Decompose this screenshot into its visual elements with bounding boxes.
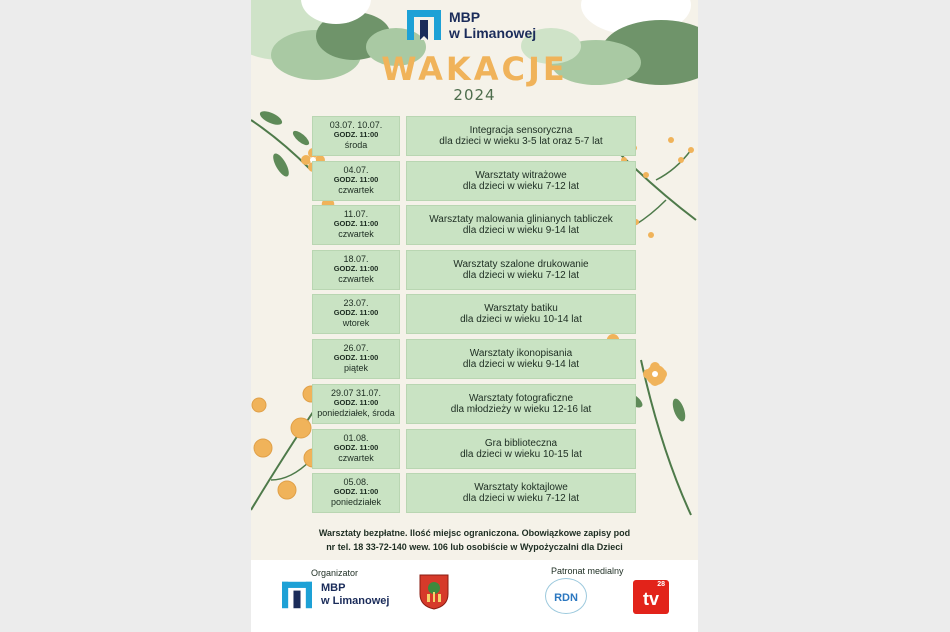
event-date: 18.07.	[343, 254, 369, 264]
event-date-box	[312, 429, 400, 469]
organizer-logo	[281, 580, 389, 610]
library-logo-icon	[281, 580, 313, 610]
event-audience: dla dzieci w wieku 3-5 lat oraz 5-7 lat	[439, 136, 603, 147]
event-day: czwartek	[338, 229, 374, 239]
event-day: poniedziałek	[330, 497, 382, 507]
event-desc-box	[406, 339, 636, 379]
event-title: Warsztaty batiku	[484, 303, 558, 314]
event-day: środa	[344, 140, 368, 150]
rdn-logo	[545, 578, 587, 614]
event-row	[251, 339, 698, 379]
event-title: Warsztaty szalone drukowanie	[453, 259, 589, 270]
tv28-number: 28	[657, 581, 665, 588]
event-desc-box	[406, 250, 636, 290]
event-date-box	[312, 294, 400, 334]
event-time: GODZ. 11:00	[333, 398, 379, 407]
event-date: 29.07 31.07.	[330, 388, 382, 398]
library-logo-icon	[407, 8, 441, 42]
event-date-box	[312, 384, 400, 424]
page-title: WAKACJE	[381, 50, 568, 88]
footer-note-line-1: Warsztaty bezpłatne. Ilość miejsc ograniczona. Obowiązkowe zapisy pod	[318, 528, 631, 538]
event-date: 26.07.	[343, 343, 369, 353]
event-title: Warsztaty koktajlowe	[474, 482, 568, 493]
rdn-logo-text: RDN	[554, 592, 578, 604]
event-time: GODZ. 11:00	[333, 353, 379, 362]
event-row	[251, 205, 698, 245]
event-title: Warsztaty witrażowe	[475, 170, 567, 181]
event-date: 11.07.	[343, 209, 369, 219]
patron-label: Patronat medialny	[551, 566, 624, 576]
event-audience: dla dzieci w wieku 7-12 lat	[462, 270, 580, 281]
tv28-logo	[633, 580, 669, 614]
event-title: Warsztaty fotograficzne	[468, 393, 574, 404]
event-row	[251, 161, 698, 201]
event-date: 04.07.	[343, 165, 369, 175]
poster	[251, 0, 698, 632]
event-day: czwartek	[338, 274, 374, 284]
organizer-line-2: w Limanowej	[321, 595, 390, 607]
event-row	[251, 384, 698, 424]
footer-note	[291, 526, 658, 554]
event-desc-box	[406, 161, 636, 201]
event-desc-box	[406, 473, 636, 513]
logo-line-2: w Limanowej	[449, 25, 537, 41]
event-time: GODZ. 11:00	[333, 175, 379, 184]
logo-line-1: MBP	[449, 9, 481, 25]
event-audience: dla dzieci w wieku 9-14 lat	[462, 359, 580, 370]
event-time: GODZ. 11:00	[333, 443, 379, 452]
event-date-box	[312, 250, 400, 290]
city-coat-of-arms-icon	[419, 574, 449, 610]
event-audience: dla dzieci w wieku 7-12 lat	[462, 493, 580, 504]
footer-note-line-2: nr tel. 18 33-72-140 wew. 106 lub osobiście w Wypożyczalni dla Dzieci	[326, 542, 623, 552]
event-day: czwartek	[338, 185, 374, 195]
event-title: Warsztaty malowania glinianych tabliczek	[429, 214, 613, 225]
event-desc-box	[406, 384, 636, 424]
event-desc-box	[406, 205, 636, 245]
event-audience: dla młodzieży w wieku 12-16 lat	[450, 404, 592, 415]
event-date-box	[312, 473, 400, 513]
event-audience: dla dzieci w wieku 10-14 lat	[460, 314, 582, 325]
event-desc-box	[406, 294, 636, 334]
event-row	[251, 250, 698, 290]
event-audience: dla dzieci w wieku 7-12 lat	[462, 181, 580, 192]
event-day: piątek	[343, 363, 369, 373]
event-time: GODZ. 11:00	[333, 219, 379, 228]
event-desc-box	[406, 116, 636, 156]
event-title: Warsztaty ikonopisania	[469, 348, 573, 359]
event-date-box	[312, 205, 400, 245]
event-title: Integracja sensoryczna	[469, 125, 573, 136]
event-title: Gra biblioteczna	[484, 438, 558, 449]
event-row	[251, 294, 698, 334]
event-date: 23.07.	[343, 298, 369, 308]
organizer-label: Organizator	[311, 568, 359, 578]
event-date: 03.07. 10.07.	[329, 120, 383, 130]
event-date-box	[312, 339, 400, 379]
event-time: GODZ. 11:00	[333, 130, 379, 139]
event-audience: dla dzieci w wieku 9-14 lat	[462, 225, 580, 236]
event-day: czwartek	[338, 453, 374, 463]
event-date-box	[312, 161, 400, 201]
event-time: GODZ. 11:00	[333, 308, 379, 317]
event-desc-box	[406, 429, 636, 469]
event-audience: dla dzieci w wieku 10-15 lat	[460, 449, 582, 460]
event-date-box	[312, 116, 400, 156]
event-time: GODZ. 11:00	[333, 487, 379, 496]
event-row	[251, 116, 698, 156]
event-day: poniedziałek, środa	[317, 408, 395, 418]
organizer-line-1: MBP	[321, 582, 346, 594]
event-row	[251, 429, 698, 469]
sponsors-strip	[251, 560, 698, 632]
event-row	[251, 473, 698, 513]
page-year: 2024	[453, 86, 496, 104]
event-day: wtorek	[342, 318, 370, 328]
tv28-text: tv	[642, 589, 659, 609]
event-date: 05.08.	[343, 477, 369, 487]
event-date: 01.08.	[343, 433, 369, 443]
library-logo	[407, 8, 536, 42]
event-time: GODZ. 11:00	[333, 264, 379, 273]
